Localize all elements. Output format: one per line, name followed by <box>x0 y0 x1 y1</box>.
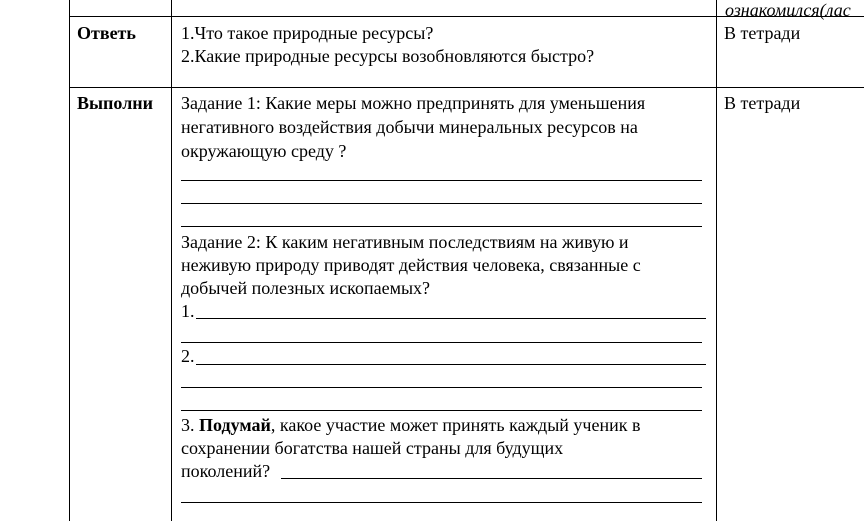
task3-answer-line-1[interactable] <box>281 478 702 479</box>
task2-answer-line-5[interactable] <box>181 410 702 411</box>
task2-line-2: неживую природу приводят действия человека, связанные с <box>181 255 641 275</box>
task1-line-1: Задание 1: Какие меры можно предпринять для уменьшения <box>181 93 646 113</box>
task3-number: 3. <box>181 415 199 435</box>
task1-line-2: негативного воздействия добычи минеральных ресурсов на <box>181 117 638 137</box>
task2-line-1: Задание 2: К каким негативным последствиям на живую и <box>181 232 629 252</box>
row1-question-2: 2.Какие природные ресурсы возобновляются быстро? <box>181 46 595 66</box>
task2-answer-line-4[interactable] <box>181 387 702 388</box>
row1-label: Ответь <box>77 23 136 43</box>
row1-where: В тетради <box>724 23 801 43</box>
task3-bold-word: Подумай <box>199 415 271 435</box>
task3-answer-line-2[interactable] <box>181 502 702 503</box>
task1-answer-line-1[interactable] <box>181 180 702 181</box>
task1-answer-line-2[interactable] <box>181 203 702 204</box>
task2-line-3: добычей полезных ископаемых? <box>181 278 431 298</box>
row-divider-middle <box>69 87 864 88</box>
task2-item-1-answer-line[interactable] <box>196 318 706 319</box>
table-border-col2 <box>171 0 172 521</box>
header-fragment: ознакомился(лас <box>725 0 851 20</box>
task2-item-1-number: 1. <box>181 301 195 321</box>
task1-answer-line-3[interactable] <box>181 226 702 227</box>
task2-item-2-number: 2. <box>181 346 195 366</box>
task1-line-3: окружающую среду ? <box>181 141 347 161</box>
table-border-col3 <box>716 0 717 521</box>
task3-line-2: сохранении богатства нашей страны для будущих <box>181 438 564 458</box>
row1-question-1: 1.Что такое природные ресурсы? <box>181 23 434 43</box>
row2-label: Выполни <box>77 93 154 113</box>
task2-item-2-answer-line[interactable] <box>196 364 706 365</box>
table-border-left <box>69 0 70 521</box>
task2-answer-line-2[interactable] <box>181 342 702 343</box>
task3-line-3: поколений? <box>181 461 271 481</box>
row2-where: В тетради <box>724 93 801 113</box>
task3-rest: , какое участие может принять каждый ученик в <box>270 415 641 435</box>
task3-line-1 <box>181 414 640 437</box>
